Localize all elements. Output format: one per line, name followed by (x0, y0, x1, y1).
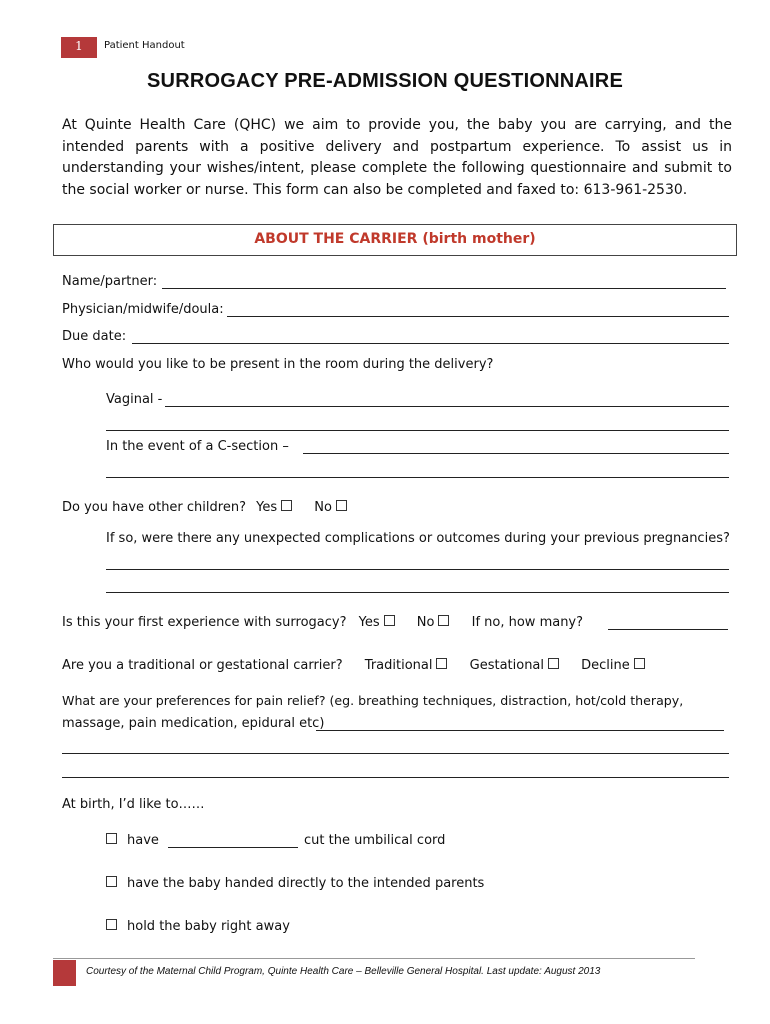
footer-accent-box (53, 960, 76, 986)
name-label: Name/partner: (62, 274, 158, 289)
children-no-checkbox[interactable] (336, 500, 347, 511)
children-yes-checkbox[interactable] (281, 500, 292, 511)
how-many-field[interactable] (608, 629, 728, 630)
children-question: Do you have other children? Yes No (62, 500, 347, 515)
cut-cord-checkbox[interactable] (106, 833, 117, 844)
pain-relief-field-line-3[interactable] (62, 777, 729, 778)
cut-cord-label: cut the umbilical cord (304, 833, 446, 848)
vaginal-field-line-2[interactable] (106, 430, 729, 431)
page-number: 1 (75, 39, 83, 53)
at-birth-label: At birth, I’d like to…… (62, 797, 205, 812)
pain-relief-field-line-2[interactable] (62, 753, 729, 754)
option-hold: hold the baby right away (106, 919, 290, 934)
physician-label: Physician/midwife/doula: (62, 302, 224, 317)
section-title: ABOUT THE CARRIER (birth mother) (254, 231, 536, 247)
present-question: Who would you like to be present in the room during the delivery? (62, 357, 494, 372)
first-surrogacy-question: Is this your first experience with surrogacy? Yes No If no, how many? (62, 615, 584, 630)
footer-divider (53, 958, 695, 959)
due-date-label: Due date: (62, 329, 127, 344)
decline-checkbox[interactable] (634, 658, 645, 669)
physician-field[interactable] (227, 316, 729, 317)
page-title: SURROGACY PRE-ADMISSION QUESTIONNAIRE (147, 70, 623, 92)
option-handed: have the baby handed directly to the intended parents (106, 876, 484, 891)
vaginal-field[interactable] (165, 406, 729, 407)
csection-label: In the event of a C-section – (106, 439, 289, 454)
hold-checkbox[interactable] (106, 919, 117, 930)
surrogacy-no-checkbox[interactable] (438, 615, 449, 626)
gestational-checkbox[interactable] (548, 658, 559, 669)
cut-cord-name-field[interactable] (168, 847, 298, 848)
intro-paragraph: At Quinte Health Care (QHC) we aim to provide you, the baby you are carrying, and the intended parents with a positive delivery and postpartum experience. To assist us in understanding your wishes/intent, please complete the following questionnaire and submit to the social worker or nurse. This form can also be completed and faxed to: 613-961-2530. (62, 117, 732, 198)
handout-label: Patient Handout (104, 40, 185, 51)
pain-relief-question-cont: massage, pain medication, epidural etc) (62, 716, 325, 731)
traditional-checkbox[interactable] (436, 658, 447, 669)
complications-question: If so, were there any unexpected complications or outcomes during your previous pregnancies? (106, 531, 730, 546)
complications-field-line-2[interactable] (106, 592, 729, 593)
csection-field-line-2[interactable] (106, 477, 729, 478)
csection-field[interactable] (303, 453, 729, 454)
due-date-field[interactable] (132, 343, 729, 344)
handed-checkbox[interactable] (106, 876, 117, 887)
name-field[interactable] (162, 288, 726, 289)
pain-relief-field[interactable] (316, 730, 724, 731)
pain-relief-question: What are your preferences for pain relief? (eg. breathing techniques, distraction, hot/cold therapy, (62, 693, 684, 708)
option-cut-cord: have (106, 833, 159, 848)
carrier-type-question: Are you a traditional or gestational carrier? Traditional Gestational Decline (62, 658, 645, 673)
complications-field[interactable] (106, 569, 729, 570)
vaginal-label: Vaginal - (106, 392, 163, 407)
surrogacy-yes-checkbox[interactable] (384, 615, 395, 626)
footer-text: Courtesy of the Maternal Child Program, Quinte Health Care – Belleville General Hospital. Last update: August 2013 (86, 966, 601, 977)
